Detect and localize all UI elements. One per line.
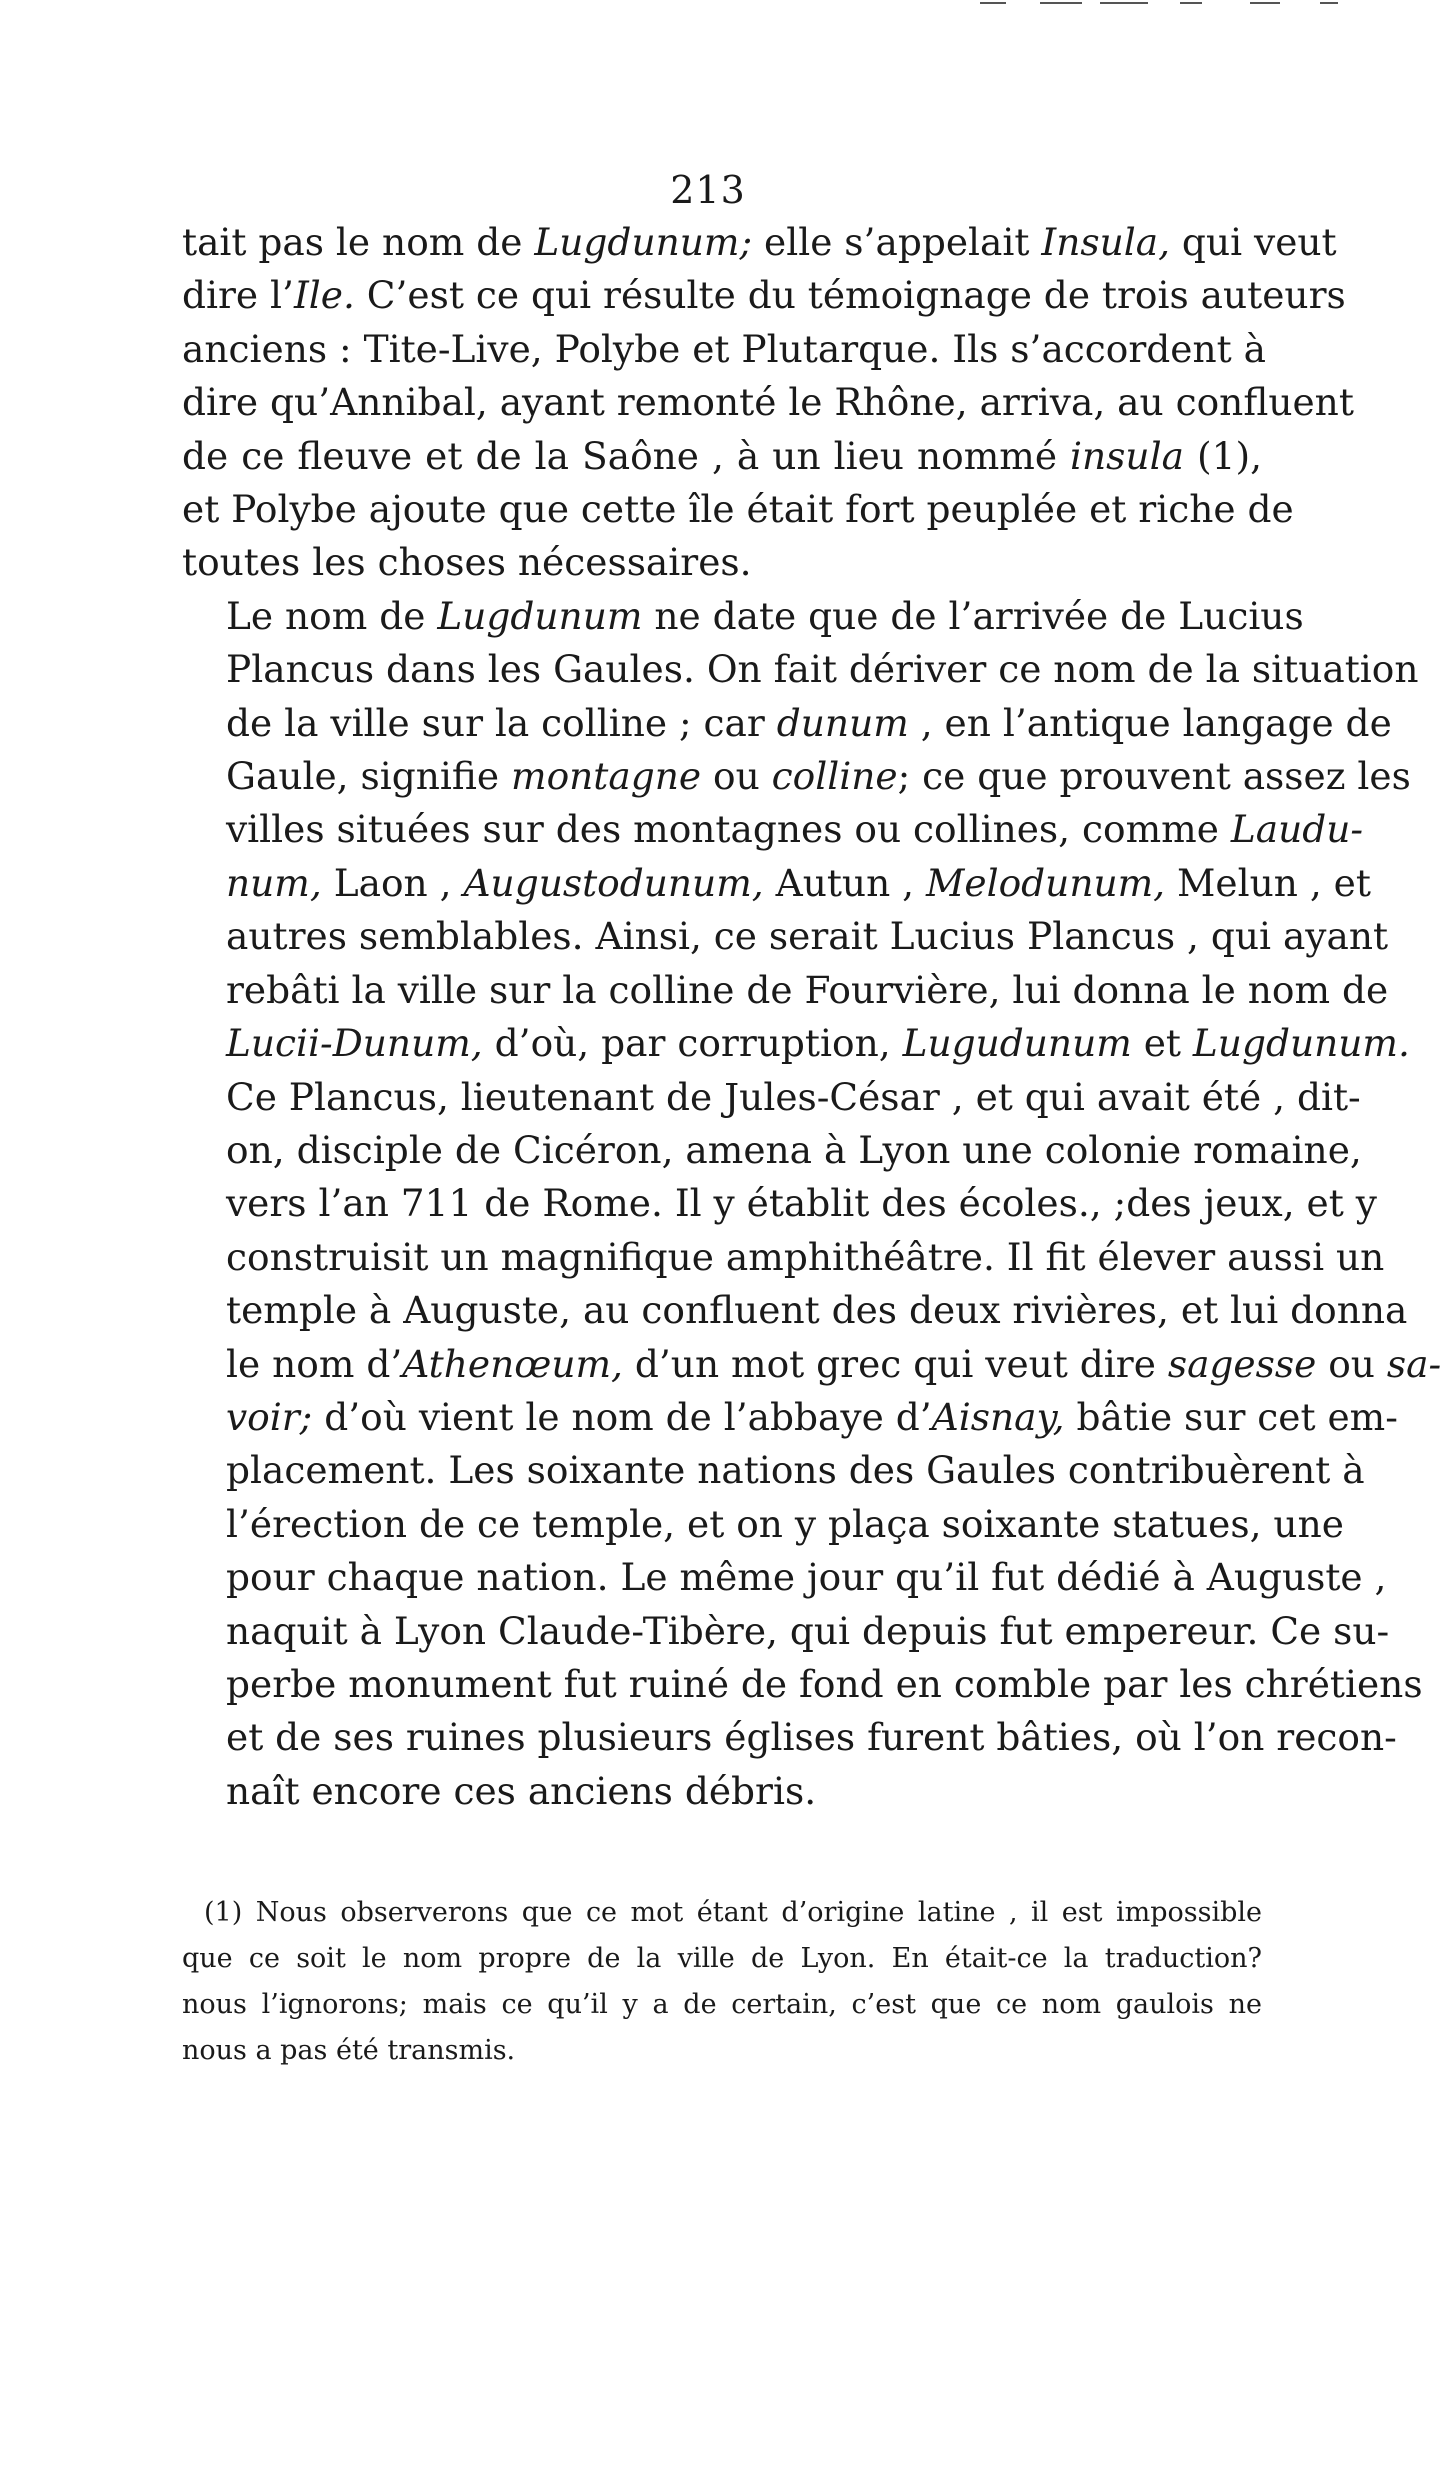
- text-line: vers l’an 711 de Rome. Il y établit des écoles., ;des jeux, et y: [226, 1181, 1377, 1226]
- italic-term: Lucii-Dunum,: [226, 1021, 483, 1066]
- text-line: Le nom de Lugdunum ne date que de l’arrivée de Lucius: [226, 593, 1304, 638]
- scan-mark: [1320, 2, 1338, 4]
- scan-mark: [980, 2, 1006, 4]
- text-line: Ce Plancus, lieutenant de Jules-César , et qui avait été , dit-: [226, 1074, 1361, 1119]
- italic-term: insula: [1070, 433, 1184, 478]
- footnote-line: (1) Nous observerons que ce mot étant d’origine latine , il est impossible: [204, 1897, 1262, 1928]
- body-text: [182, 216, 1441, 1818]
- text-line: le nom d’Athenœum, d’un mot grec qui veut dire sagesse ou sa-: [226, 1341, 1441, 1386]
- text-line: pour chaque nation. Le même jour qu’il fut dédié à Auguste ,: [226, 1555, 1387, 1600]
- text-line: num, Laon , Augustodunum, Autun , Melodunum, Melun , et: [226, 860, 1371, 905]
- italic-term: Athenœum,: [402, 1341, 623, 1386]
- footnote-line: nous a pas été transmis.: [182, 2035, 516, 2066]
- italic-term: Lugdunum;: [534, 220, 753, 264]
- footnote: [182, 1890, 1262, 2074]
- text-line: perbe monument fut ruiné de fond en comble par les chrétiens: [226, 1661, 1423, 1706]
- text-line: construisit un magnifique amphithéâtre. Il fit élever aussi un: [226, 1234, 1385, 1279]
- text-line: anciens : Tite-Live, Polybe et Plutarque. Ils s’accordent à: [182, 326, 1267, 371]
- italic-term: sa-: [1386, 1341, 1441, 1386]
- text-line: villes situées sur des montagnes ou collines, comme Laudu-: [226, 807, 1364, 852]
- paragraph: [182, 1071, 1441, 1819]
- text-line: naît encore ces anciens débris.: [226, 1768, 817, 1813]
- paragraph: [182, 590, 1419, 1071]
- scan-mark: [1180, 2, 1202, 4]
- text-line: Lucii-Dunum, d’où, par corruption, Lugudunum et Lugdunum.: [226, 1021, 1410, 1066]
- text-line: tait pas le nom de Lugdunum; elle s’appelait Insula, qui veut: [182, 220, 1337, 264]
- italic-term: Lugdunum: [437, 593, 643, 638]
- italic-term: Augustodunum,: [463, 860, 764, 905]
- italic-term: Lugdunum.: [1192, 1021, 1410, 1066]
- footnote-line: que ce soit le nom propre de la ville de Lyon. En était-ce la traduction?: [182, 1943, 1262, 1974]
- italic-term: num,: [226, 860, 322, 905]
- text-line: on, disciple de Cicéron, amena à Lyon une colonie romaine,: [226, 1127, 1362, 1172]
- paragraph: [182, 216, 1354, 590]
- text-line: placement. Les soixante nations des Gaules contribuèrent à: [226, 1448, 1365, 1493]
- italic-term: Melodunum,: [926, 860, 1166, 905]
- scan-mark: [1040, 2, 1082, 4]
- text-line: temple à Auguste, au confluent des deux rivières, et lui donna: [226, 1288, 1408, 1333]
- text-line: de la ville sur la colline ; car dunum , en l’antique langage de: [226, 700, 1392, 745]
- text-line: autres semblables. Ainsi, ce serait Lucius Plancus , qui ayant: [226, 914, 1389, 959]
- text-line: l’érection de ce temple, et on y plaça soixante statues, une: [226, 1501, 1344, 1546]
- italic-term: Aisnay,: [931, 1394, 1065, 1439]
- italic-term: sagesse: [1167, 1341, 1317, 1386]
- text-line: voir; d’où vient le nom de l’abbaye d’Aisnay, bâtie sur cet em-: [226, 1394, 1398, 1439]
- italic-term: colline: [771, 754, 898, 799]
- text-line: et de ses ruines plusieurs églises furent bâties, où l’on recon-: [226, 1715, 1397, 1760]
- italic-term: Insula,: [1041, 220, 1171, 264]
- footnote-line: nous l’ignorons; mais ce qu’il y a de certain, c’est que ce nom gaulois ne: [182, 1989, 1262, 2020]
- italic-term: Ile.: [293, 273, 355, 318]
- scan-mark: [1250, 2, 1280, 4]
- italic-term: voir;: [226, 1394, 313, 1439]
- text-line: rebâti la ville sur la colline de Fourvière, lui donna le nom de: [226, 967, 1389, 1012]
- italic-term: Lugudunum: [902, 1021, 1132, 1066]
- italic-term: Laudu-: [1230, 807, 1364, 852]
- text-line: naquit à Lyon Claude-Tibère, qui depuis fut empereur. Ce su-: [226, 1608, 1390, 1653]
- text-line: de ce fleuve et de la Saône , à un lieu nommé insula (1),: [182, 433, 1262, 478]
- text-line: Plancus dans les Gaules. On fait dériver ce nom de la situation: [226, 647, 1419, 692]
- text-line: dire l’Ile. C’est ce qui résulte du témoignage de trois auteurs: [182, 273, 1346, 318]
- text-line: dire qu’Annibal, ayant remonté le Rhône, arriva, au confluent: [182, 380, 1354, 425]
- text-line: et Polybe ajoute que cette île était fort peuplée et riche de: [182, 487, 1294, 532]
- italic-term: montagne: [511, 754, 702, 799]
- italic-term: dunum: [776, 700, 909, 745]
- text-line: toutes les choses nécessaires.: [182, 540, 752, 585]
- text-line: Gaule, signifie montagne ou colline; ce que prouvent assez les: [226, 754, 1411, 799]
- scan-mark: [1100, 2, 1148, 4]
- page-number: 213: [670, 168, 746, 212]
